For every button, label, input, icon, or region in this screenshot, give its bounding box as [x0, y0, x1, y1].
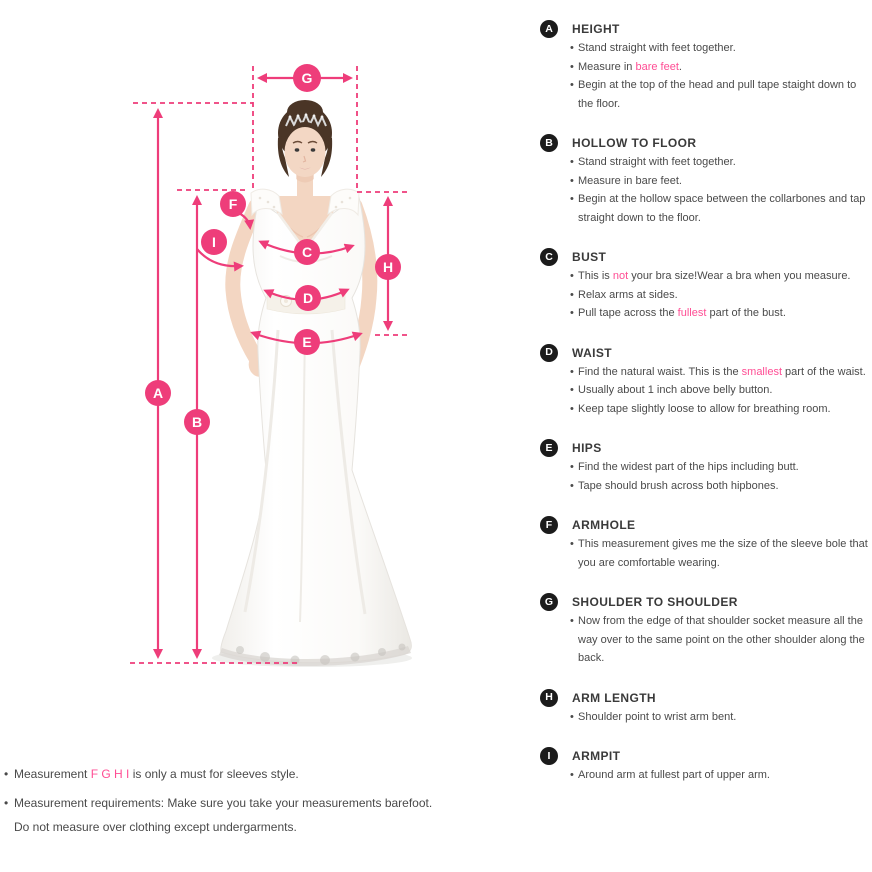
- badge-letter: H: [545, 691, 553, 704]
- instruction-item: • Usually about 1 inch above belly button.: [570, 384, 773, 396]
- instruction-item: • Stand straight with feet together.: [570, 156, 736, 168]
- section-title: BUST: [572, 250, 607, 264]
- instruction-item: • Begin at the top of the head and pull tape staight down to the floor.: [570, 79, 857, 110]
- badge-letter: I: [547, 749, 551, 762]
- instruction-item: • This is not your bra size!Wear a bra when you measure.: [570, 270, 851, 282]
- instruction-item: • Now from the edge of that shoulder socket measure all the way over to the same point on the other shoulder along the back.: [570, 615, 865, 664]
- svg-text:E: E: [302, 334, 312, 350]
- section-armhole: [538, 516, 872, 572]
- section-letter-badge: [540, 20, 558, 38]
- section-title: ARMPIT: [572, 749, 621, 763]
- instruction-item: • Measure in bare feet.: [570, 60, 682, 73]
- section-shoulder-to-shoulder: [538, 593, 872, 668]
- section-letter-badge: [540, 689, 558, 707]
- section-title: WAIST: [572, 345, 612, 360]
- svg-text:A: A: [152, 385, 164, 401]
- section-height: [538, 20, 872, 113]
- svg-text:G: G: [301, 70, 313, 86]
- marker-g-badge: [293, 64, 321, 92]
- instruction-item: • Keep tape slightly loose to allow for breathing room.: [570, 402, 831, 415]
- instruction-item: • Tape should brush across both hipbones.: [570, 479, 779, 492]
- section-letter-badge: [540, 516, 558, 534]
- section-letter-badge: [540, 248, 558, 266]
- section-hollow-to-floor: [538, 134, 872, 227]
- svg-text:F: F: [228, 196, 238, 212]
- section-letter-badge: [540, 747, 558, 765]
- section-bust: [538, 248, 872, 323]
- section-letter-badge: [540, 134, 558, 152]
- svg-text:I: I: [212, 234, 216, 250]
- section-title: HIPS: [572, 441, 602, 455]
- instruction-item: • Shoulder point to wrist arm bent.: [570, 710, 737, 723]
- instruction-item: • This measurement gives me the size of the sleeve bole that you are comfortable wearing.: [570, 538, 868, 569]
- svg-text:C: C: [301, 244, 313, 260]
- marker-c-badge: [294, 239, 320, 265]
- marker-d-badge: [295, 285, 321, 311]
- section-title: SHOULDER TO SHOULDER: [572, 595, 738, 609]
- instruction-item: • Relax arms at sides.: [570, 288, 678, 301]
- section-letter-badge: [540, 439, 558, 457]
- section-title: HOLLOW TO FLOOR: [572, 136, 697, 150]
- instruction-item: • Around arm at fullest part of upper arm.: [570, 769, 770, 781]
- marker-h-badge: [375, 254, 401, 280]
- marker-b-badge: [184, 409, 210, 435]
- section-armpit: [538, 747, 872, 785]
- footnote-requirements-line2: Do not measure over clothing except undergarments.: [14, 820, 297, 834]
- instruction-item: • Find the widest part of the hips including butt.: [570, 461, 799, 473]
- section-letter-badge: [540, 344, 558, 362]
- badge-letter: E: [545, 441, 553, 454]
- section-arm-length: [538, 689, 872, 727]
- instructions-column: [538, 20, 872, 806]
- marker-e-badge: [294, 329, 320, 355]
- badge-letter: B: [545, 136, 553, 149]
- svg-text:B: B: [191, 414, 203, 430]
- measurement-diagram: [0, 0, 470, 700]
- sash-flower-center: [284, 299, 288, 303]
- svg-text:H: H: [382, 259, 394, 275]
- footnote-sleeves: • Measurement F G H I is only a must for sleeves style.: [4, 767, 299, 781]
- badge-letter: D: [545, 346, 553, 359]
- section-hips: [538, 439, 872, 495]
- badge-letter: C: [545, 250, 553, 263]
- badge-letter: F: [545, 518, 553, 531]
- instruction-item: • Find the natural waist. This is the smallest part of the waist.: [570, 365, 866, 378]
- face: [284, 122, 326, 177]
- instruction-item: • Measure in bare feet.: [570, 174, 682, 187]
- section-title: HEIGHT: [572, 22, 620, 36]
- section-title: ARM LENGTH: [572, 690, 656, 705]
- svg-text:D: D: [302, 290, 314, 306]
- section-letter-badge: [540, 593, 558, 611]
- marker-i-badge: [201, 229, 227, 255]
- section-title: ARMHOLE: [572, 518, 636, 532]
- section-waist: [538, 344, 872, 419]
- marker-f-badge: [220, 191, 246, 217]
- instruction-item: • Begin at the hollow space between the collarbones and tap straight down to the floor.: [570, 193, 866, 224]
- footnote-requirements: • Measurement requirements: Make sure you take your measurements barefoot. Do not measure over clothing except undergarments.: [4, 791, 474, 839]
- diagram-canvas: [0, 0, 470, 700]
- footnotes: [4, 762, 474, 844]
- instruction-item: • Pull tape across the fullest part of the bust.: [570, 307, 786, 319]
- badge-letter: G: [544, 595, 554, 608]
- instruction-item: • Stand straight with feet together.: [570, 42, 736, 54]
- badge-letter: A: [545, 22, 553, 35]
- marker-a-badge: [145, 380, 171, 406]
- bride-figure: [212, 100, 412, 667]
